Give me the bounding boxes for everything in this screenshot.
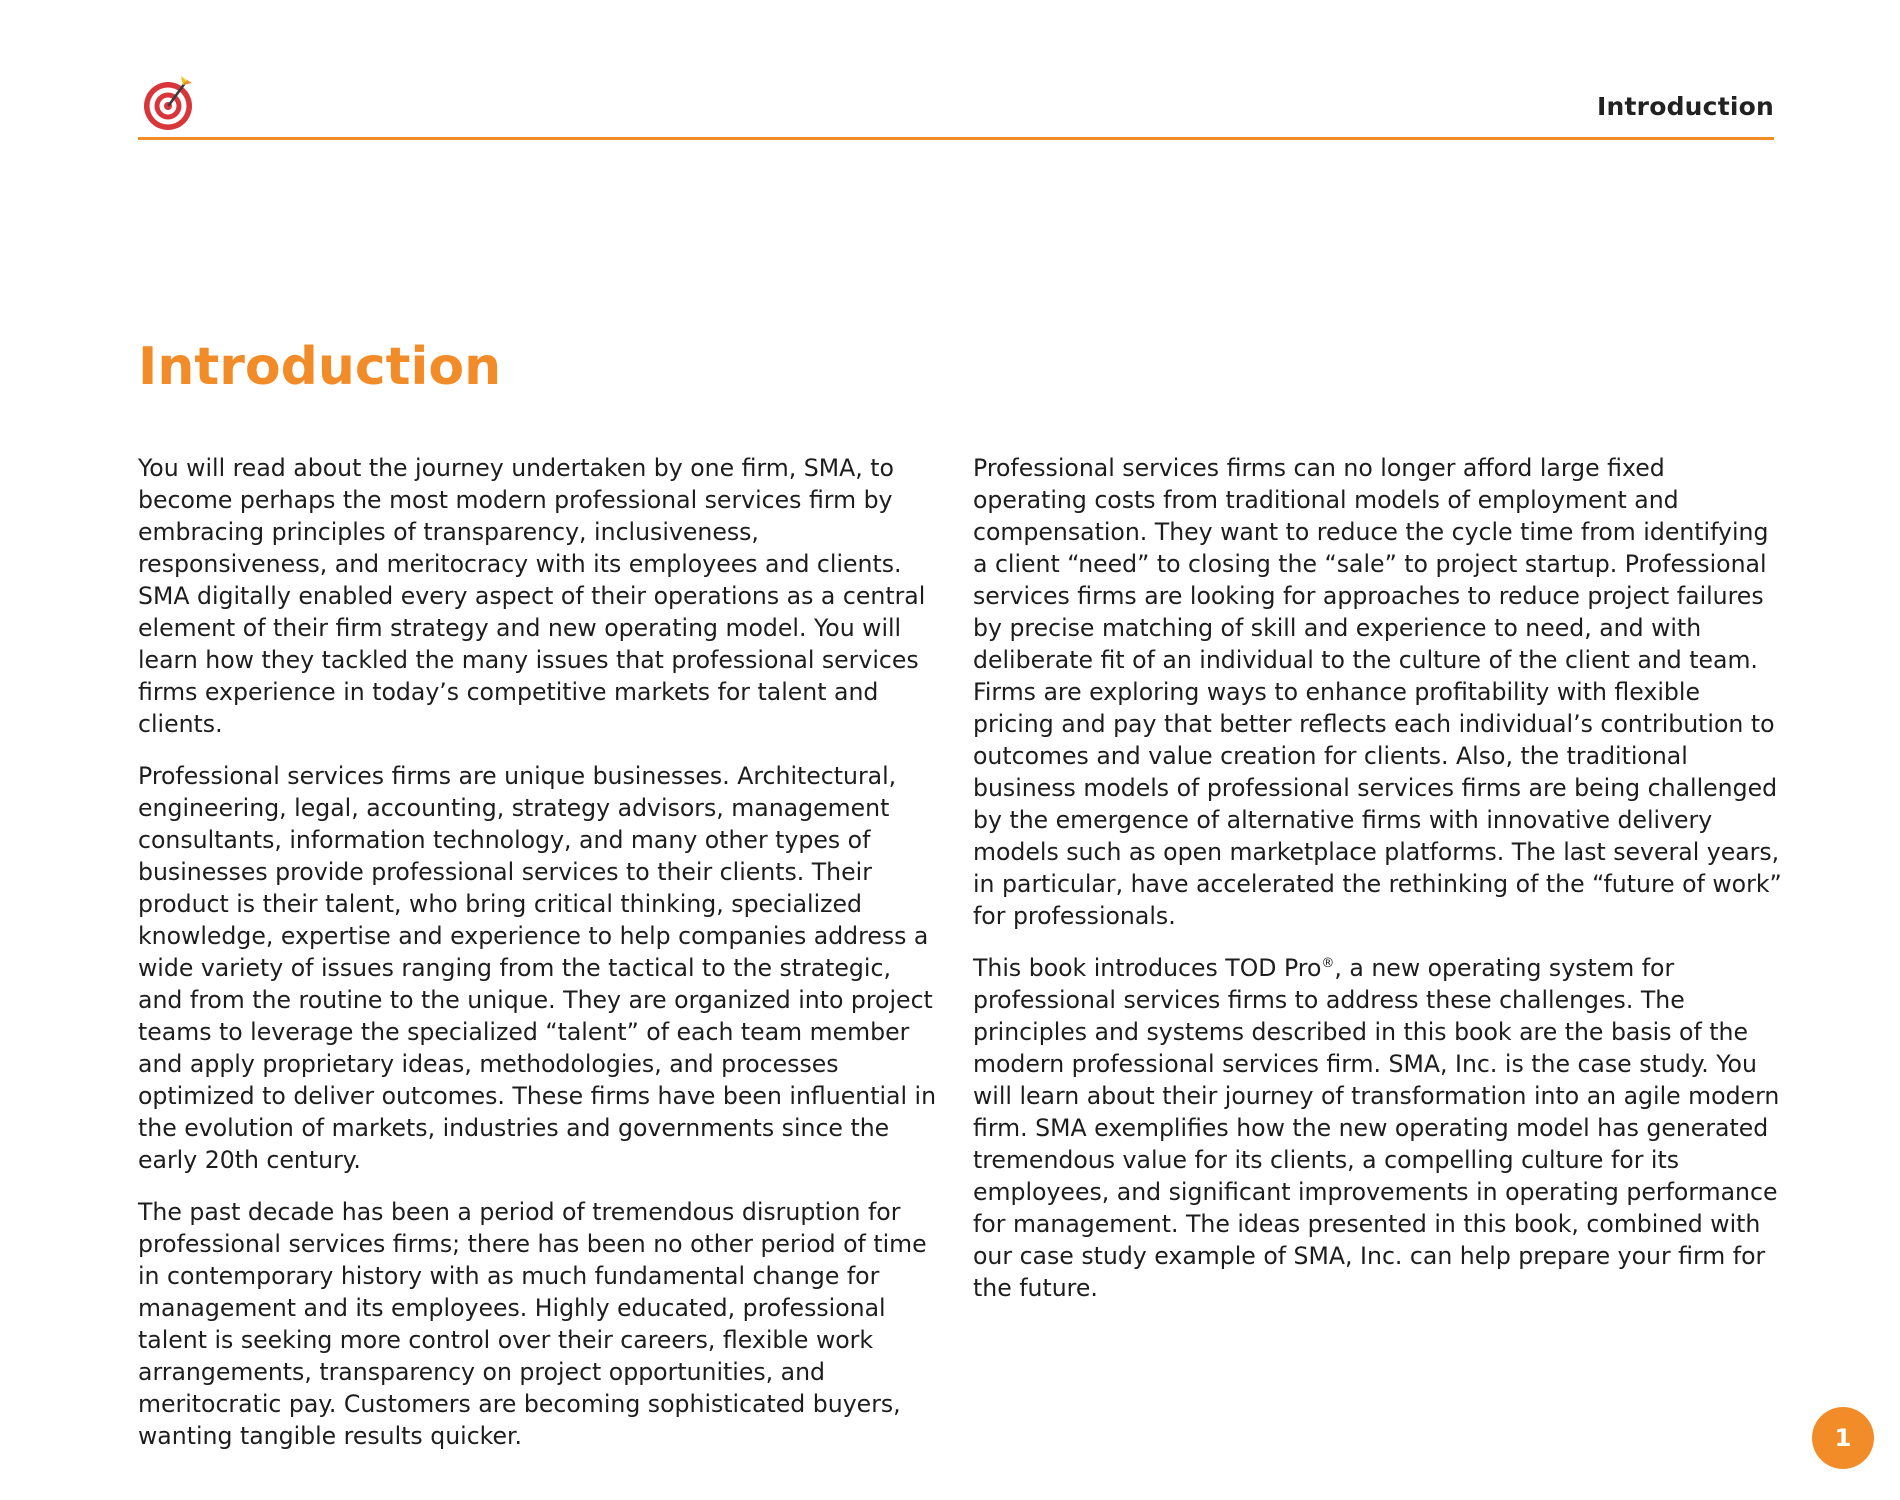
target-dart-icon [140, 68, 198, 134]
header-divider [138, 137, 1774, 140]
running-head: Introduction [1597, 92, 1774, 121]
paragraph-text: This book introduces TOD Pro [973, 954, 1322, 982]
page-number-badge: 1 [1812, 1407, 1874, 1469]
paragraph-text: , a new operating system for professional services firms to address these challenges. The principles and systems described in this book are the basis of the modern professional services firm. SMA, Inc. is the case study. You will learn about their journey of transformation into an agile modern firm. SMA exemplifies how the new operating model has generated tremendous value for its clients, a compelling culture for its employees, and significant improvements in operating performance for management. The ideas presented in this book, combined with our case study example of SMA, Inc. can help prepare your firm for the future. [973, 954, 1780, 1302]
registered-mark: ® [1321, 956, 1335, 972]
page-title: Introduction [138, 337, 502, 397]
paragraph: Professional services firms are unique businesses. Architectural, engineering, legal, accounting, strategy advisors, management consultants, information technology, and many other types of businesses provide professional services to their clients. Their product is their talent, who bring critical thinking, specialized knowledge, expertise and experience to help companies address a wide variety of issues ranging from the tactical to the strategic, and from the routine to the unique. They are organized into project teams to leverage the specialized “talent” of each team member and apply proprietary ideas, methodologies, and processes optimized to deliver outcomes. These firms have been influential in the evolution of markets, industries and governments since the early 20th century. [138, 762, 937, 1174]
paragraph: The past decade has been a period of tremendous disruption for professional services firms; there has been no other period of time in contemporary history with as much fundamental change for management and its employees. Highly educated, professional talent is seeking more control over their careers, flexible work arrangements, transparency on project opportunities, and meritocratic pay. Customers are becoming sophisticated buyers, wanting tangible results quicker. [138, 1198, 927, 1450]
left-column [138, 452, 938, 1472]
paragraph: Professional services firms can no longer afford large fixed operating costs from traditional models of employment and compensation. They want to reduce the cycle time from identifying a client “need” to closing the “sale” to project startup. Professional services firms are looking for approaches to reduce project failures by precise matching of skill and experience to need, and with deliberate fit of an individual to the culture of the client and team. Firms are exploring ways to enhance profitability with flexible pricing and pay that better reflects each individual’s contribution to outcomes and value creation for clients. Also, the traditional business models of professional services firms are being challenged by the emergence of alternative firms with innovative delivery models such as open marketplace platforms. The last several years, in particular, have accelerated the rethinking of the “future of work” for professionals. [973, 454, 1782, 930]
paragraph: You will read about the journey undertaken by one firm, SMA, to become perhaps the most modern professional services firm by embracing principles of transparency, inclusiveness, responsiveness, and meritocracy with its employees and clients. SMA digitally enabled every aspect of their operations as a central element of their firm strategy and new operating model. You will learn how they tackled the many issues that professional services firms experience in today’s competitive markets for talent and clients. [138, 454, 926, 738]
right-column [973, 452, 1785, 1324]
paragraph [973, 952, 1785, 1304]
